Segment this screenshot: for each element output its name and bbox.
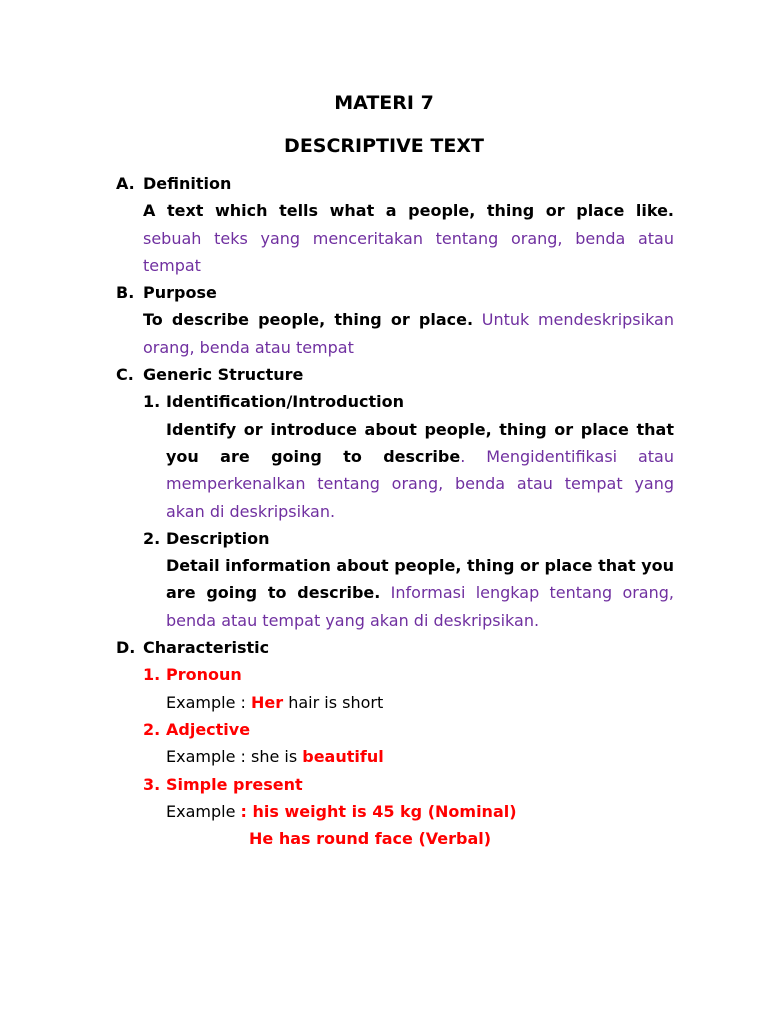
example-line-verbal: He has round face (Verbal) <box>249 829 492 849</box>
item-number: 2. <box>143 528 161 548</box>
section-heading: Definition <box>143 174 232 193</box>
item-heading: Adjective <box>166 719 251 739</box>
section-letter: A. <box>116 174 135 193</box>
section-letter: D. <box>116 638 136 658</box>
example-line <box>166 798 674 825</box>
example-prefix: Example : <box>166 692 251 712</box>
item-number: 1. <box>143 392 161 412</box>
item-heading: Identification/Introduction <box>166 392 404 412</box>
example-highlight: beautiful <box>302 747 384 767</box>
example-prefix: Example : she is <box>166 747 303 767</box>
english-text: To describe people, thing or place. <box>143 310 474 330</box>
section-purpose <box>116 279 674 361</box>
section-heading: Purpose <box>143 283 217 303</box>
example-line <box>166 743 674 770</box>
definition-paragraph <box>143 197 674 279</box>
document-subtitle: DESCRIPTIVE TEXT <box>284 135 484 157</box>
english-text: Identify or introduce about people, thing or place that you are going to describe <box>166 419 674 466</box>
characteristic-item-pronoun <box>143 661 674 716</box>
section-heading: Generic Structure <box>143 365 304 385</box>
item-number: 2. <box>143 719 161 739</box>
document-body <box>116 170 674 852</box>
indonesian-text: Informasi lengkap tentang orang, benda atau tempat yang akan di deskripsikan. <box>166 583 674 630</box>
example-prefix: Example <box>166 801 241 821</box>
item-heading: Pronoun <box>166 665 242 685</box>
section-definition <box>116 170 674 279</box>
section-characteristic <box>116 634 674 852</box>
english-text: A text which tells what a people, thing or place like. <box>143 201 674 221</box>
item-number: 1. <box>143 665 161 685</box>
section-generic-structure <box>116 361 674 634</box>
section-heading: Characteristic <box>143 638 270 658</box>
characteristic-item-simple-present <box>143 771 674 853</box>
structure-item-description <box>143 525 674 634</box>
structure-item-identification <box>143 388 674 524</box>
english-text: Detail information about people, thing or place that you are going to describe. <box>166 556 674 603</box>
indonesian-text: sebuah teks yang menceritakan tentang orang, benda atau tempat <box>143 228 674 275</box>
example-line <box>166 689 674 716</box>
description-paragraph <box>166 552 674 634</box>
punctuation: . <box>460 446 466 466</box>
purpose-paragraph <box>143 306 674 361</box>
section-letter: B. <box>116 283 135 303</box>
indonesian-text: Untuk mendeskripsikan orang, benda atau tempat <box>143 310 675 357</box>
example-highlight: Her <box>250 692 284 712</box>
document-title: MATERI 7 <box>334 92 434 114</box>
characteristic-item-adjective <box>143 716 674 771</box>
identification-paragraph <box>166 416 674 525</box>
indonesian-text: Mengidentifikasi atau memperkenalkan tentang orang, benda atau tempat yang akan di deskripsikan. <box>166 446 675 521</box>
item-heading: Description <box>166 528 270 548</box>
item-number: 3. <box>143 774 161 794</box>
example-suffix: hair is short <box>283 692 384 712</box>
example-highlight: : his weight is 45 kg (Nominal) <box>240 801 517 821</box>
section-letter: C. <box>116 365 134 385</box>
item-heading: Simple present <box>166 774 303 794</box>
